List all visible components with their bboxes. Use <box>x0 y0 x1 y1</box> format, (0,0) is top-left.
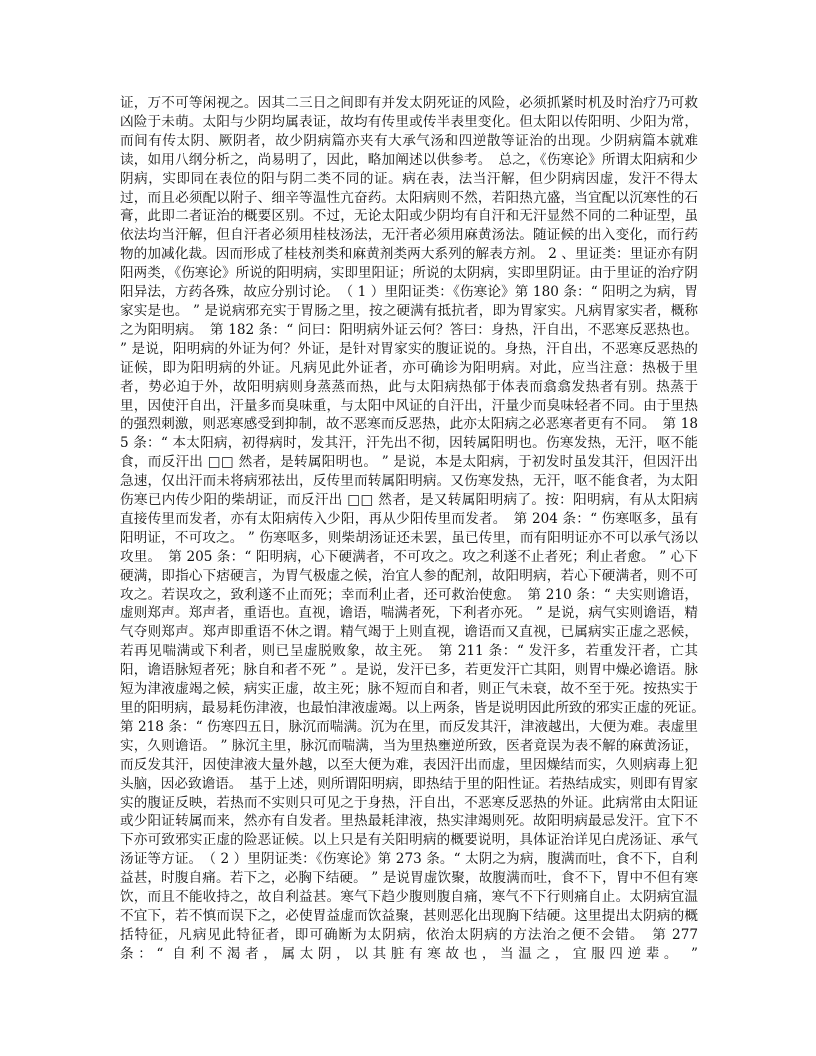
document-page <box>120 94 712 964</box>
body-text: 证，万不可等闲视之。因其二三日之间即有并发太阴死证的风险，必须抓紧时机及时治疗乃可救凶险于未萌。太阳与少阴均属表证，故均有传里或传半表里变化。但太阳以传阳明、少阳为常，而间有传太阴、厥阴者，故少阴病篇亦夹有大承气汤和四逆散等证治的出现。少阴病篇本就难读，如用八纲分析之，尚易明了，因此，略加阐述以供参考。 总之，《伤寒论》所谓太阳病和少阴病，实即同在表位的阳与阴二类不同的证。病在表，法当汗解，但少阴病因虚，发汗不得太过，而且必须配以附子、细辛等温性亢奋药。太阳病则不然，若阳热亢盛，当宜配以沉寒性的石膏，此即二者证治的概要区别。不过，无论太阳或少阴均有自汗和无汗显然不同的二种证型，虽依法均当汗解，但自汗者必须用桂枝汤法，无汗者必须用麻黄汤法。随证候的出入变化，而行药物的加减化裁。因而形成了桂枝剂类和麻黄剂类两大系列的解表方剂。 2 、里证类：里证亦有阴阳两类，《伤寒论》所说的阳明病，实即里阳证；所说的太阴病，实即里阴证。由于里证的治疗阴阳异法，方药各殊，故应分别讨论。 （ 1 ）里阳证类：《伤寒论》第 180 条：“ 阳明之为病，胃家实是也。 ” 是说病邪充实于胃肠之里，按之硬满有抵抗者，即为胃家实。凡病胃家实者，概称之为阳明病。 第 182 条：“ 问曰：阳明病外证云何？答曰：身热，汗自出，不恶寒反恶热也。 ” 是说，阳明病的外证为何？外证，是针对胃家实的腹证说的。身热，汗自出，不恶寒反恶热的证候，即为阳明病的外证。凡病见此外证者，亦可确诊为阳明病。对此，应当注意：热极于里者，势必迫于外，故阳明病则身蒸蒸而热，此与太阳病热郁于体表而翕翕发热者有别。热蒸于里，因使汗自出，汗量多而臭味重，与太阳中风证的自汗出，汗量少而臭味轻者不同。由于里热的强烈刺激，则恶寒感受到抑制，故不恶寒而反恶热，此亦太阳病之必恶寒者更有不同。 第 185 条：“ 本太阳病，初得病时，发其汗，汗先出不彻，因转属阳明也。伤寒发热，无汗，呕不能食，而反汗出 □□ 然者，是转属阳明也。 ” 是说，本是太阳病，于初发时虽发其汗，但因汗出急速，仅出汗而未将病邪祛出，反传里而转属阳明病。又伤寒发热，无汗，呕不能食者，为太阳伤寒已内传少阳的柴胡证，而反汗出 □□ 然者，是又转属阳明病了。按：阳明病，有从太阳病直接传里而发者，亦有太阳病传入少阳，再从少阳传里而发者。 第 204 条：“ 伤寒呕多，虽有阳明证，不可攻之。 ” 伤寒呕多，则柴胡汤证还未罢，虽已传里，而有阳明证亦不可以承气汤以攻里。 第 205 条：“ 阳明病，心下硬满者，不可攻之。攻之利遂不止者死；利止者愈。 ” 心下硬满，即指心下痞硬言，为胃气极虚之候，治宜人参的配剂，故阳明病，若心下硬满者，则不可攻之。若误攻之，致利遂不止而死；幸而利止者，还可救治使愈。 第 210 条：“ 夫实则谵语，虚则郑声。郑声者，重语也。直视，谵语，喘满者死，下利者亦死。 ” 是说，病气实则谵语，精气夺则郑声。郑声即重语不休之谓。精气竭于上则直视，谵语而又直视，已属病实正虚之恶候，若再见喘满或下利者，则已呈虚脱败象，故主死。 第 211 条：“ 发汗多，若重发汗者，亡其阳，谵语脉短者死；脉自和者不死 ” 。是说，发汗已多，若更发汗亡其阳，则胃中燥必谵语。脉短为津液虚竭之候，病实正虚，故主死；脉不短而自和者，则正气未衰，故不至于死。按热实于里的阳明病，最易耗伤津液，也最怕津液虚竭。以上两条，皆是说明因此所致的邪实正虚的死证。 第 218 条：“ 伤寒四五日，脉沉而喘满。沉为在里，而反发其汗，津液越出，大便为难。表虚里实，久则谵语。 ” 脉沉主里，脉沉而喘满，当为里热壅逆所致，医者竟误为表不解的麻黄汤证，而反发其汗，因使津液大量外越，以至大便为难，表因汗出而虚，里因燥结而实，久则病毒上犯头脑，因必致谵语。 基于上述，则所谓阳明病，即热结于里的阳性证。若热结成实，则即有胃家实的腹证反映，若热而不实则只可见之于身热，汗自出，不恶寒反恶热的外证。此病常由太阳证或少阳证转属而来，然亦有自发者。里热最耗津液，热实津竭则死。故阳明病最忌发汗。宜下不下亦可致邪实正虚的险恶证候。以上只是有关阳明病的概要说明，具体证治详见白虎汤证、承气汤证等方证。 （ 2 ）里阴证类：《伤寒论》第 273 条。“ 太阴之为病，腹满而吐，食不下，自利益甚，时腹自痛。若下之，必胸下结硬。 ” 是说胃虚饮聚，故腹满而吐，食不下，胃中不但有寒饮，而且不能收持之，故自利益甚。寒气下趋少腹则腹自痛，寒气不下行则痛自止。太阴病宜温不宜下，若不慎而误下之，必使胃益虚而饮益聚，甚则恶化出现胸下结硬。这里提出太阴病的概括特征，凡病见此特征者，即可确断为太阴病，依治太阴病的方法治之便不会错。 第 277 条：“ 自利不渴者，属太阴，以其脏有寒故也，当温之，宜服四逆辈。 ” <box>120 95 712 962</box>
